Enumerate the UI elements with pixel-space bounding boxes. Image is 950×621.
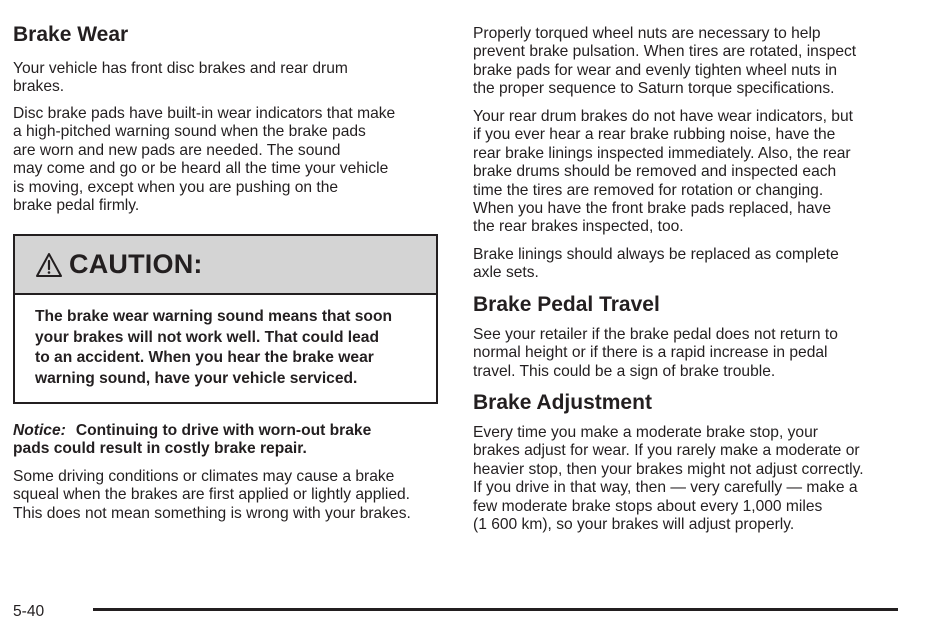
paragraph-wheel-nuts: Properly torqued wheel nuts are necessary to help prevent brake pulsation. When tires are rotated, inspect brake pads for wear and evenly tighten wheel nuts in the proper sequence to Saturn torque specifications. — [473, 25, 857, 98]
section-heading-brake-adjustment: Brake Adjustment — [473, 391, 652, 414]
paragraph-brake-squeal: Some driving conditions or climates may cause a brake squeal when the brakes are first applied or lightly applied. This does not mean something is wrong with your brakes. — [13, 468, 411, 522]
paragraph-wear-indicators: Disc brake pads have built-in wear indicators that make a high-pitched warning sound when the brake pads are worn and new pads are needed. The sound may come and go or be heard all the time your vehicle is moving, except when you are pushing on the brake pedal firmly. — [13, 105, 396, 215]
paragraph-pedal-travel: See your retailer if the brake pedal does not return to normal height or if there is a rapid increase in pedal travel. This could be a sign of brake trouble. — [473, 326, 838, 380]
notice-paragraph: Notice: Continuing to drive with worn-out brake pads could result in costly brake repair. — [13, 422, 372, 458]
section-heading-brake-pedal-travel: Brake Pedal Travel — [473, 293, 660, 316]
paragraph-rear-drum: Your rear drum brakes do not have wear indicators, but if you ever hear a rear brake rubbing noise, have the rear brake linings inspected immediately. Also, the rear brake drums should be removed and inspected each time the tires are removed for rotation or changing. When you have the front brake pads replaced, have the rear brakes inspected, too. — [473, 108, 853, 236]
warning-triangle-icon — [35, 252, 63, 278]
caution-title: CAUTION: — [69, 249, 203, 279]
paragraph-disc-drum: Your vehicle has front disc brakes and rear drum brakes. — [13, 60, 348, 96]
page-number: 5-40 — [13, 603, 45, 620]
footer-rule — [93, 608, 898, 611]
paragraph-brake-adjustment: Every time you make a moderate brake stop, your brakes adjust for wear. If you rarely make a moderate or heavier stop, then your brakes might not adjust correctly. If you drive in that way, then — very carefully — make a few moderate brake stops about every 1,000 miles (1 600 km), so your brakes will adjust properly. — [473, 424, 864, 534]
paragraph-axle-sets: Brake linings should always be replaced as complete axle sets. — [473, 246, 839, 282]
section-heading-brake-wear: Brake Wear — [13, 23, 129, 46]
notice-label: Notice: — [13, 422, 66, 439]
caution-body: The brake wear warning sound means that soon your brakes will not work well. That could lead to an accident. When you hear the brake wear warning sound, have your vehicle serviced. — [35, 308, 392, 387]
caution-box — [13, 234, 438, 404]
caution-header — [15, 236, 436, 295]
